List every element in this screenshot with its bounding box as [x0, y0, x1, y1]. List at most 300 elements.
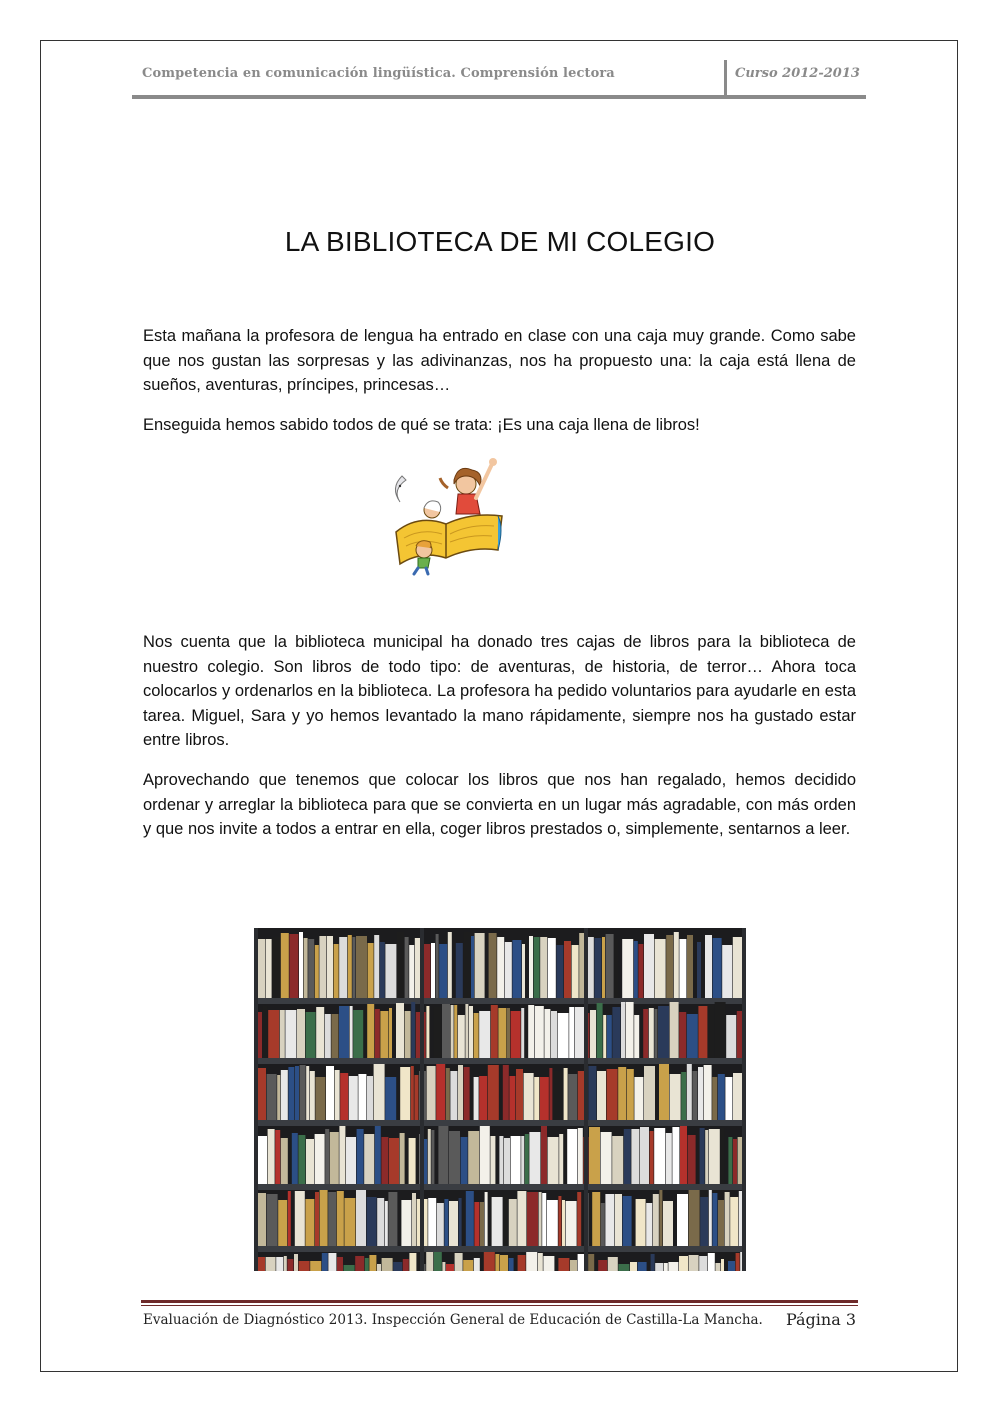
book-spine — [529, 936, 533, 998]
book-spine — [491, 1005, 498, 1058]
book-spine — [605, 1194, 614, 1246]
book-spine — [689, 1190, 700, 1246]
book-spine — [699, 1256, 707, 1271]
book-spine — [365, 1258, 369, 1271]
book-spine — [492, 1197, 503, 1246]
book-spine — [733, 937, 742, 998]
book-spine — [281, 933, 289, 998]
book-spine — [708, 1253, 715, 1271]
book-spine — [355, 1256, 364, 1271]
book-spine — [299, 932, 303, 998]
book-spine — [559, 1134, 563, 1184]
book-spine — [597, 1003, 603, 1058]
book-spine — [548, 1137, 559, 1184]
book-spine — [480, 1126, 490, 1184]
book-spine — [562, 1200, 565, 1246]
book-spine — [292, 1133, 298, 1184]
book-spine — [509, 1258, 514, 1271]
book-spine — [516, 1069, 523, 1120]
book-spine — [549, 1068, 552, 1120]
book-spine — [715, 1263, 720, 1271]
book-spine — [740, 1252, 742, 1271]
book-spine — [569, 1007, 574, 1058]
book-spine — [374, 935, 379, 998]
book-spine — [687, 935, 693, 998]
book-spine — [495, 1254, 499, 1271]
book-spine — [541, 1126, 547, 1184]
book-spine — [722, 945, 732, 998]
book-spine — [687, 1014, 698, 1058]
book-spine — [364, 1134, 374, 1184]
book-spine — [350, 1006, 353, 1058]
book-spine — [636, 1199, 646, 1246]
book-spine — [400, 1133, 405, 1184]
header-rule — [132, 95, 866, 99]
book-spine — [444, 1199, 448, 1246]
book-spine — [456, 943, 463, 998]
book-spine — [680, 1126, 687, 1184]
paragraph-4: Aprovechando que tenemos que colocar los libros que nos han regalado, hemos decidido ordenar y arreglar la biblioteca para que se convierta en un lugar más agradable, con más orden y que nos invite a todos a entrar en ella, coger libros prestados o, simplemente, sentarnos a leer. — [143, 771, 856, 839]
book-spine — [733, 1073, 742, 1120]
book-spine — [258, 939, 265, 998]
book-spine — [442, 1004, 450, 1058]
book-spine — [623, 1196, 632, 1246]
book-spine — [428, 1129, 431, 1184]
book-spine — [631, 1129, 639, 1184]
book-spine — [288, 1191, 291, 1246]
book-spine — [606, 934, 614, 998]
book-spine — [551, 1011, 557, 1058]
book-spine — [446, 1264, 454, 1271]
page-title: LA BIBLIOTECA DE MI COLEGIO — [284, 226, 716, 257]
book-spine — [654, 1009, 657, 1058]
book-spine — [712, 1077, 717, 1120]
book-spine — [728, 1137, 732, 1184]
book-spine — [320, 1190, 328, 1246]
book-spine — [688, 1135, 696, 1184]
book-spine — [353, 1010, 363, 1058]
book-spine — [344, 1265, 355, 1271]
book-spine — [465, 1004, 468, 1058]
book-spine — [474, 1013, 479, 1058]
book-spine — [672, 1127, 679, 1184]
book-spine — [428, 1198, 436, 1246]
book-spine — [570, 1260, 577, 1271]
book-spine — [412, 1193, 416, 1246]
book-spine — [356, 1190, 366, 1246]
book-spine — [449, 1131, 460, 1184]
book-spine — [288, 1067, 294, 1120]
book-spine — [670, 1002, 679, 1058]
book-spine — [624, 1129, 631, 1184]
paragraph-1: Esta mañana la profesora de lengua ha entrado en clase con una caja muy grande. Como sabe que nos gustan las sorpresas y las adivinanzas, nos ha propuesto una: la caja está llena de sueños, aventuras, príncipes, princesas… — [143, 327, 856, 395]
book-spine — [266, 939, 272, 998]
book-spine — [670, 1074, 681, 1120]
book-spine — [566, 1201, 577, 1246]
book-spine — [267, 1194, 278, 1246]
book-spine — [621, 1002, 625, 1058]
book-spine — [385, 944, 396, 998]
book-spine — [597, 1071, 606, 1120]
book-spine — [409, 945, 414, 998]
book-spine — [542, 1193, 546, 1246]
book-spine — [327, 936, 333, 998]
book-spine — [455, 1253, 463, 1271]
book-spine — [377, 1198, 384, 1246]
book-spine — [277, 1075, 280, 1120]
book-spine — [393, 1262, 402, 1271]
book-spine — [718, 1200, 724, 1246]
book-spine — [397, 932, 404, 998]
book-spine — [367, 1004, 374, 1058]
book-spine — [698, 1067, 703, 1120]
bookshelf-photo — [254, 928, 746, 1271]
book-spine — [713, 938, 722, 998]
book-spine — [411, 1066, 414, 1120]
book-spine — [500, 1255, 508, 1271]
book-spine — [369, 1255, 376, 1271]
book-spine — [544, 1009, 550, 1058]
book-spine — [276, 1257, 283, 1271]
book-spine — [304, 938, 308, 998]
book-spine — [268, 1010, 279, 1058]
book-spine — [450, 1071, 457, 1120]
book-spine — [512, 940, 521, 998]
book-spine — [485, 1192, 488, 1246]
book-spine — [709, 1190, 712, 1246]
book-spine — [524, 1073, 534, 1120]
book-spine — [503, 1195, 508, 1246]
shelf-board — [254, 1184, 746, 1190]
book-spine — [346, 1137, 356, 1184]
footer-text: Evaluación de Diagnóstico 2013. Inspección General de Educación de Castilla-La Mancha. — [143, 1312, 763, 1328]
book-spine — [540, 1077, 549, 1120]
book-spine — [687, 1064, 692, 1120]
book-spine — [577, 1192, 581, 1246]
book-spine — [511, 1136, 521, 1184]
book-spine — [634, 1077, 643, 1120]
book-spine — [454, 1005, 457, 1058]
book-spine — [258, 1136, 267, 1184]
book-spine — [448, 932, 452, 998]
book-spine — [462, 1201, 465, 1246]
book-spine — [564, 1068, 568, 1120]
book-spine — [568, 1074, 577, 1120]
book-spine — [655, 939, 666, 998]
book-spine — [556, 945, 563, 998]
paragraph-2: Enseguida hemos sabido todos de qué se trata: ¡Es una caja llena de libros! — [143, 416, 700, 434]
book-spine — [469, 1006, 473, 1058]
book-spine — [258, 1068, 266, 1120]
book-spine — [615, 1194, 622, 1246]
book-spine — [414, 1075, 418, 1120]
book-spine — [278, 1200, 287, 1246]
book-spine — [322, 1253, 328, 1271]
book-spine — [490, 1136, 495, 1184]
book-spine — [525, 1134, 529, 1184]
book-spine — [310, 1071, 315, 1120]
book-spine — [474, 1077, 479, 1120]
book-spine — [480, 1202, 484, 1246]
book-spine — [459, 1198, 462, 1246]
book-spine — [325, 1129, 329, 1184]
book-spine — [474, 1258, 480, 1271]
book-spine — [475, 933, 485, 998]
book-spine — [527, 1192, 538, 1246]
book-spine — [521, 1008, 524, 1058]
book-spine — [284, 1256, 287, 1271]
book-spine — [325, 1014, 331, 1058]
book-spine — [409, 1138, 416, 1184]
book-spine — [572, 945, 579, 998]
book-spine — [400, 1067, 410, 1120]
book-spine — [375, 1126, 381, 1184]
book-spine — [651, 1254, 655, 1271]
book-spine — [534, 937, 540, 998]
book-spine — [474, 1202, 479, 1246]
book-spine — [385, 1077, 396, 1120]
book-spine — [396, 1003, 404, 1058]
book-spine — [433, 1007, 441, 1058]
book-spine — [339, 1126, 345, 1184]
book-spine — [380, 1011, 388, 1058]
book-spine — [466, 1191, 474, 1246]
book-spine — [295, 1066, 299, 1120]
book-spine — [275, 1130, 280, 1184]
book-spine — [594, 938, 601, 998]
book-spine — [528, 1005, 534, 1058]
book-spine — [622, 939, 633, 998]
book-spine — [674, 932, 679, 998]
shelf-board — [254, 1058, 746, 1064]
book-spine — [258, 1193, 266, 1246]
book-spine — [427, 1066, 436, 1120]
book-spine — [381, 1137, 388, 1184]
shelf-post — [254, 928, 258, 1271]
book-spine — [603, 1015, 606, 1058]
book-spine — [553, 1071, 563, 1120]
book-spine — [367, 1197, 377, 1246]
book-spine — [654, 1128, 665, 1184]
shelf-board — [254, 1120, 746, 1126]
header-course-year: Curso 2012-2013 — [735, 66, 860, 81]
book-spine — [601, 1203, 605, 1246]
book-spine — [330, 1132, 339, 1184]
book-spine — [385, 1201, 388, 1246]
book-spine — [426, 1006, 429, 1058]
book-spine — [666, 1133, 672, 1184]
book-spine — [403, 1259, 409, 1271]
book-spine — [705, 935, 712, 998]
book-spine — [607, 1069, 618, 1120]
book-spine — [607, 1015, 612, 1058]
book-spine — [614, 939, 618, 998]
book-spine — [649, 1008, 654, 1058]
book-spine — [266, 1257, 276, 1271]
book-spine — [374, 1064, 385, 1120]
book-spine — [539, 1192, 542, 1246]
book-spine — [505, 942, 512, 998]
book-spine — [608, 1257, 618, 1271]
book-spine — [367, 1076, 373, 1120]
book-spine — [668, 1262, 678, 1271]
book-spine — [655, 1263, 663, 1271]
book-spine — [601, 1132, 612, 1184]
book-spine — [630, 1262, 637, 1271]
book-spine — [679, 1012, 686, 1058]
book-spine — [463, 932, 470, 998]
book-spine — [507, 1008, 510, 1058]
book-spine — [497, 937, 504, 998]
book-spine — [590, 1010, 596, 1058]
book-spine — [567, 1129, 577, 1184]
book-spine — [511, 1011, 521, 1058]
book-spine — [526, 1252, 537, 1271]
book-spine — [730, 1197, 738, 1246]
book-spine — [380, 942, 385, 998]
book-spine — [535, 1006, 544, 1058]
book-spine — [612, 1007, 620, 1058]
book-spine — [664, 1263, 668, 1271]
shelf-post — [742, 928, 746, 1271]
book-spine — [437, 1203, 444, 1246]
book-spine — [679, 1256, 688, 1271]
book-spine — [504, 1138, 510, 1184]
book-spine — [348, 935, 352, 998]
book-spine — [334, 944, 339, 998]
book-spine — [344, 1198, 355, 1246]
book-spine — [315, 1077, 325, 1120]
book-spine — [306, 1066, 309, 1120]
page-number: Página 3 — [785, 1310, 856, 1329]
book-spine — [529, 1132, 540, 1184]
book-spine — [488, 1065, 499, 1120]
book-spine — [484, 1252, 495, 1271]
book-spine — [436, 934, 439, 998]
book-spine — [725, 1192, 730, 1246]
book-spine — [339, 937, 347, 998]
book-spine — [319, 936, 326, 998]
book-spine — [315, 1192, 319, 1246]
book-spine — [627, 1069, 634, 1120]
book-spine — [726, 1015, 736, 1058]
book-spine — [578, 1128, 583, 1184]
book-spine — [644, 1066, 655, 1120]
book-spine — [285, 1010, 296, 1058]
book-spine — [709, 1129, 720, 1184]
book-spine — [517, 1191, 526, 1246]
book-spine — [653, 1194, 659, 1246]
shelf-board — [254, 1246, 746, 1252]
book-spine — [358, 1074, 366, 1120]
book-spine — [449, 1201, 458, 1246]
shelf-post — [420, 928, 424, 1271]
book-spine — [728, 1261, 735, 1271]
book-spine — [328, 1253, 336, 1271]
book-spine — [382, 1258, 393, 1271]
book-spine — [737, 1011, 742, 1058]
book-spine — [638, 944, 643, 998]
book-spine — [681, 1072, 686, 1120]
book-spine — [458, 1015, 465, 1058]
book-spine — [518, 1255, 526, 1271]
book-spine — [405, 1011, 411, 1058]
book-spine — [638, 1262, 647, 1271]
book-spine — [522, 944, 525, 998]
book-spine — [431, 1130, 434, 1184]
book-spine — [700, 1197, 708, 1246]
book-spine — [468, 1131, 479, 1184]
book-spine — [659, 1064, 669, 1120]
book-spine — [352, 937, 355, 998]
book-spine — [389, 1008, 392, 1058]
book-spine — [405, 937, 409, 998]
book-spine — [697, 942, 701, 998]
book-spine — [679, 939, 686, 998]
book-spine — [598, 1260, 607, 1271]
book-spine — [509, 1076, 515, 1120]
book-spine — [439, 944, 447, 998]
book-spine — [272, 937, 280, 998]
book-spine — [401, 1200, 411, 1246]
book-spine — [356, 936, 367, 998]
book-spine — [700, 1128, 705, 1184]
book-spine — [263, 1006, 268, 1058]
book-spine — [300, 1065, 306, 1120]
book-spine — [547, 1200, 558, 1246]
book-spine — [698, 1006, 707, 1058]
header-divider — [724, 60, 727, 96]
book-spine — [442, 1262, 445, 1271]
book-spine — [708, 1005, 714, 1058]
book-spine — [298, 1135, 305, 1184]
book-spine — [375, 1009, 380, 1058]
book-spine — [268, 1129, 275, 1184]
book-spine — [644, 934, 654, 998]
book-spine — [281, 1070, 288, 1120]
book-spine — [548, 938, 556, 998]
book-spine — [411, 1002, 415, 1058]
book-spine — [692, 1071, 697, 1120]
book-spine — [720, 1128, 724, 1184]
book-spine — [463, 1260, 473, 1271]
book-spine — [479, 1011, 490, 1058]
book-spine — [258, 1257, 265, 1271]
book-spine — [349, 1076, 358, 1120]
book-spine — [558, 1196, 561, 1246]
book-spine — [305, 1199, 314, 1246]
book-spine — [340, 1073, 348, 1120]
book-spine — [715, 1002, 726, 1058]
book-spine — [446, 1068, 450, 1120]
book-spine — [643, 1009, 648, 1058]
book-spine — [718, 1074, 725, 1120]
book-spine — [335, 1070, 340, 1120]
book-spine — [640, 1127, 649, 1184]
book-spine — [316, 1007, 324, 1058]
book-spine — [471, 936, 474, 998]
book-spine — [650, 1131, 654, 1184]
book-spine — [543, 1256, 554, 1271]
book-spine — [564, 941, 571, 998]
book-spine — [451, 1005, 454, 1058]
book-spine — [646, 1203, 652, 1246]
book-spine — [479, 1076, 487, 1120]
book-spine — [280, 1010, 285, 1058]
book-spine — [739, 1191, 742, 1246]
book-spine — [602, 937, 605, 998]
book-spine — [328, 1192, 336, 1246]
